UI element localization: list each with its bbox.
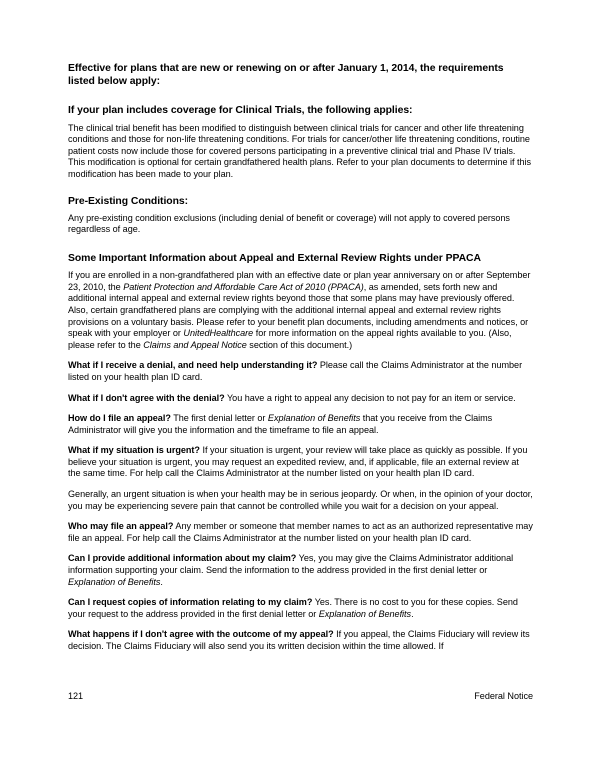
faq-answer: If you appeal, the Claims Fiduciary will review its decision. The Claims Fiduciary will also send you its written decision within the time allowed. If xyxy=(68,629,530,652)
faq-question: What happens if I don't agree with the outcome of my appeal? xyxy=(68,629,334,640)
heading-appeal-external-review: Some Important Information about Appeal and External Review Rights under PPACA xyxy=(68,252,481,264)
faq-item-file-appeal xyxy=(68,413,533,436)
faq-question: Who may file an appeal? xyxy=(68,521,174,532)
explanation-of-benefits-ref: Explanation of Benefits xyxy=(318,608,412,619)
faq-answer: If your situation is urgent, your review will take place as quickly as possible. If you believe your situation is urgent, you may request an expedited review, and, if applicable, file an external review at the same time. For help call the Claims Administrator at the number listed on your health plan ID card. xyxy=(68,445,528,479)
faq-answer-part1: Yes, you may give the Claims Administrator additional information supporting your claim. Send the information to the address provided in the first denial letter or xyxy=(68,553,514,576)
heading-pre-existing-conditions: Pre-Existing Conditions: xyxy=(68,195,189,207)
faq-answer-part2: that you receive from the Claims Administrator will give you the information and the timeframe to file an appeal. xyxy=(68,413,493,435)
faq-answer-part1: The first denial letter or xyxy=(170,413,268,424)
faq-question: What if my situation is urgent? xyxy=(68,445,200,456)
faq-answer-part2: . xyxy=(160,576,163,587)
claims-and-appeal-notice-ref: Claims and Appeal Notice xyxy=(143,339,247,350)
faq-item-request-copies xyxy=(68,597,533,620)
faq-item-urgent-situation xyxy=(68,445,533,480)
faq-answer: You have a right to appeal any decision to not pay for an item or service. xyxy=(224,392,516,403)
footer-section-label: Federal Notice xyxy=(474,691,533,701)
faq-question: What if I don't agree with the denial? xyxy=(68,392,225,403)
faq-question: How do I file an appeal? xyxy=(68,413,171,424)
faq-answer-part1: Yes. There is no cost to you for these copies. Send your request to the address provided in the first denial letter or xyxy=(68,597,518,619)
paragraph-clinical-trials: The clinical trial benefit has been modified to distinguish between clinical trials for cancer and other life threatening conditions and those for non-life threatening conditions. For trials for cancer/other life threatening conditions, routine patient costs now include those for covered persons participating in a preventive clinical trial and Phase IV trials. This modification is optional for certain grandfathered health plans. Refer to your plan documents to determine if this modification has been made to your plan. xyxy=(68,122,531,179)
faq-question: Can I request copies of information relating to my claim? xyxy=(68,597,313,608)
unitedhealthcare-name: UnitedHealthcare xyxy=(183,328,254,339)
ppaca-intro-part2: , as amended, sets forth new and additional internal appeal and external review rights beyond those that some plans may have previously offered. Also, certain grandfathered plans are complying with the additional internal appeal and external review rights provisions on a voluntary basis. Please refer to your benefit plan documents, including amendments and notices, or speak with your employer or xyxy=(68,281,529,339)
explanation-of-benefits-ref: Explanation of Benefits xyxy=(68,576,161,587)
ppaca-intro-part4: section of this document.) xyxy=(246,339,353,350)
faq-item-denial-help xyxy=(68,360,533,383)
heading-effective-date: Effective for plans that are new or renewing on or after January 1, 2014, the requirements listed below apply: xyxy=(68,63,504,88)
faq-answer: Any member or someone that member names to act as an authorized representative may file an appeal. For help call the Claims Administrator at the number listed on your health plan ID card. xyxy=(68,521,533,543)
page-footer xyxy=(68,690,533,702)
faq-answer: Generally, an urgent situation is when your health may be in serious jeopardy. Or when, in the opinion of your doctor, you may be experiencing severe pain that cannot be controlled while you wait for a decision on your appeal. xyxy=(68,489,533,511)
document-content xyxy=(68,62,533,653)
ppaca-intro-part3: for more information on the appeal rights available to you. (Also, please refer to the xyxy=(68,328,512,350)
ppaca-act-title: Patient Protection and Affordable Care Act of 2010 (PPACA) xyxy=(123,281,364,292)
heading-clinical-trials: If your plan includes coverage for Clinical Trials, the following applies: xyxy=(68,105,413,117)
faq-answer: Please call the Claims Administrator at the number listed on your health plan ID card. xyxy=(68,360,523,382)
ppaca-intro-part1: If you are enrolled in a non-grandfathered plan with an effective date or plan year anniversary on or after September 23, 2010, the xyxy=(68,270,531,292)
faq-answer-part2: . xyxy=(411,608,414,619)
paragraph-urgent-definition xyxy=(68,489,533,512)
faq-item-who-may-file xyxy=(68,521,533,544)
paragraph-pre-existing-conditions: Any pre-existing condition exclusions (including denial of benefit or coverage) will not apply to covered persons regardless of age. xyxy=(68,212,510,235)
faq-question: What if I receive a denial, and need help understanding it? xyxy=(68,360,318,371)
faq-item-disagree-outcome xyxy=(68,629,533,652)
paragraph-ppaca-intro xyxy=(68,270,533,351)
faq-question: Can I provide additional information about my claim? xyxy=(68,553,297,564)
explanation-of-benefits-ref: Explanation of Benefits xyxy=(267,413,361,424)
faq-item-provide-additional-info xyxy=(68,553,533,588)
footer-page-number: 121 xyxy=(68,691,84,701)
faq-item-disagree-denial xyxy=(68,393,533,405)
